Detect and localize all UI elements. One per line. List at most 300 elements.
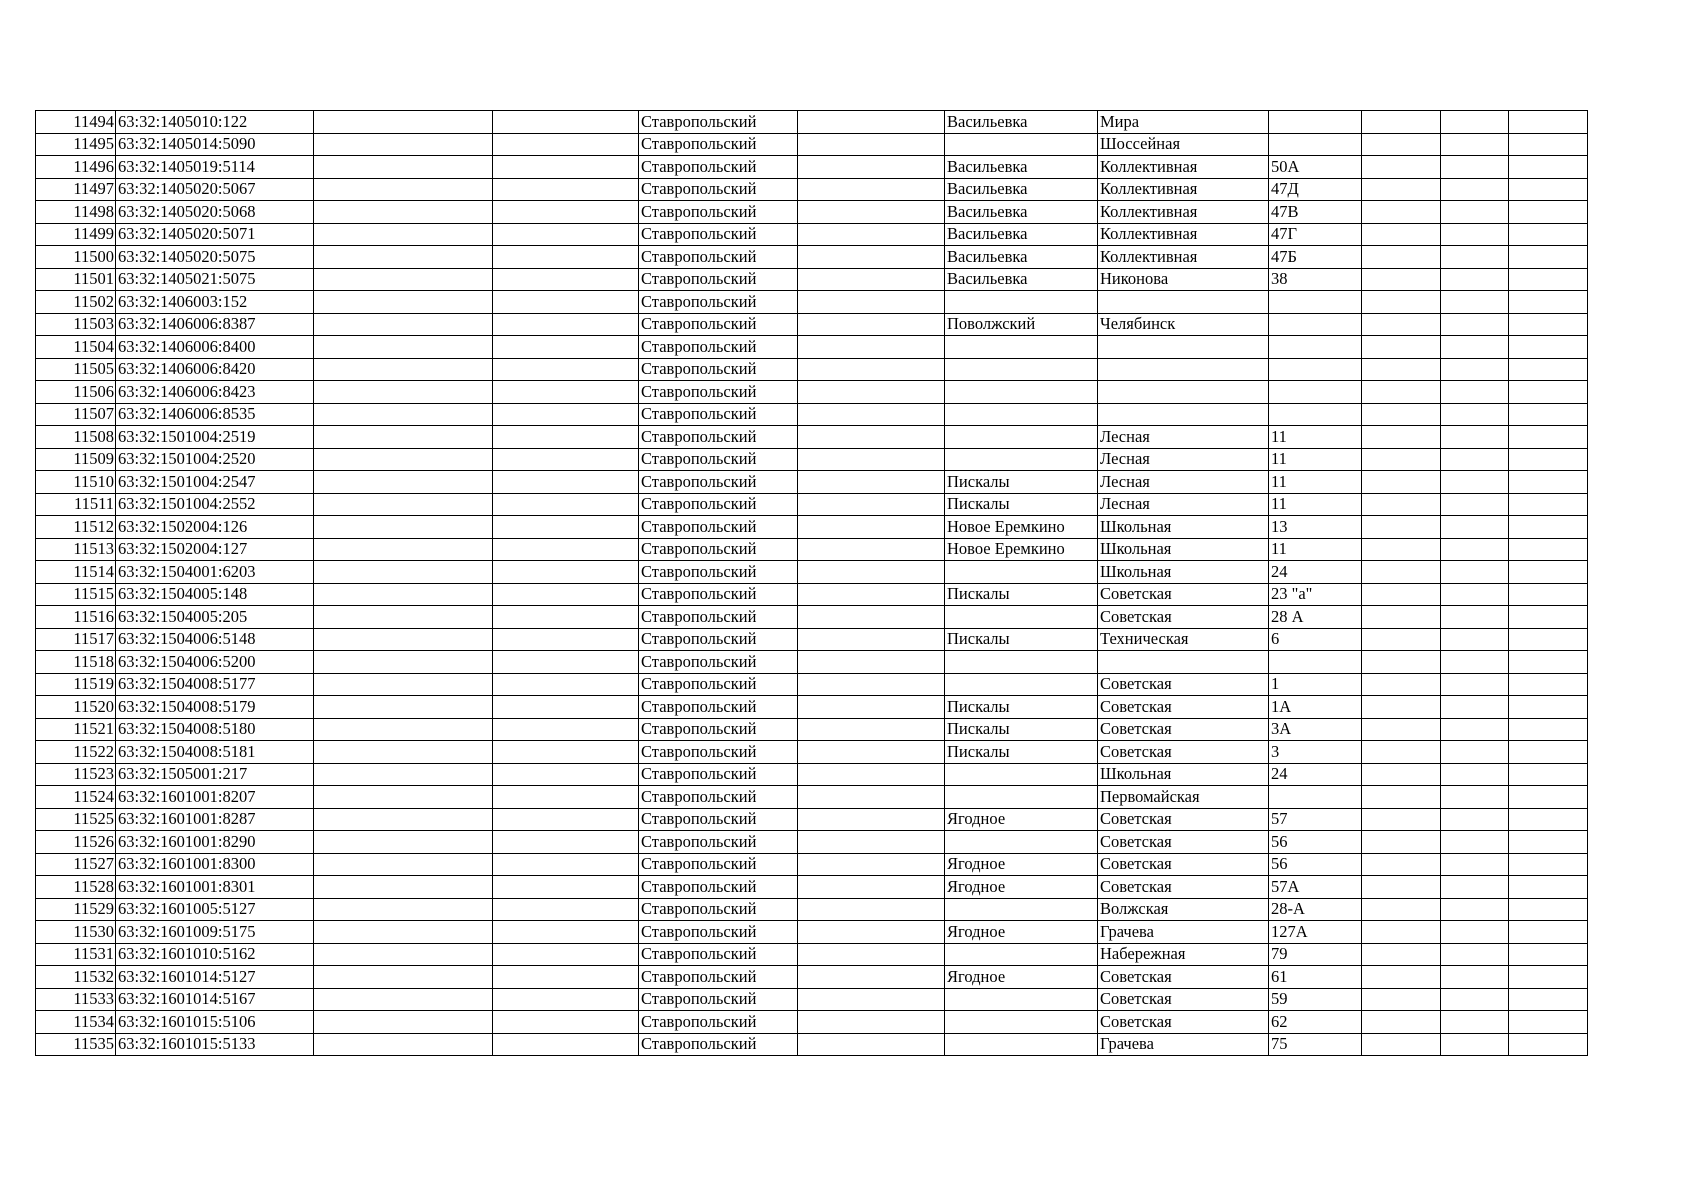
col-12-cell [1509,336,1588,359]
house-number-cell: 47Г [1269,223,1362,246]
col-6-cell [798,223,945,246]
col-11-cell [1441,178,1509,201]
col-6-cell [798,156,945,179]
district-cell: Ставропольский [639,313,798,336]
cadastral-number-cell: 63:32:1504008:5179 [116,696,314,719]
row-number-cell: 11521 [36,718,116,741]
col-4-cell [493,943,639,966]
col-6-cell [798,876,945,899]
col-6-cell [798,561,945,584]
col-11-cell [1441,1033,1509,1056]
col-3-cell [314,381,493,404]
locality-cell: Поволжский [945,313,1098,336]
district-cell: Ставропольский [639,853,798,876]
district-cell: Ставропольский [639,696,798,719]
col-11-cell [1441,628,1509,651]
col-11-cell [1441,741,1509,764]
locality-cell: Васильевка [945,268,1098,291]
row-number-cell: 11503 [36,313,116,336]
col-11-cell [1441,111,1509,134]
col-3-cell [314,448,493,471]
col-11-cell [1441,246,1509,269]
col-11-cell [1441,133,1509,156]
district-cell: Ставропольский [639,448,798,471]
cadastral-number-cell: 63:32:1406006:8400 [116,336,314,359]
district-cell: Ставропольский [639,561,798,584]
locality-cell: Пискалы [945,471,1098,494]
table-row [36,696,1588,719]
col-10-cell [1362,448,1441,471]
col-10-cell [1362,493,1441,516]
street-cell: Советская [1098,696,1269,719]
col-6-cell [798,1033,945,1056]
cadastral-number-cell: 63:32:1406006:8423 [116,381,314,404]
row-number-cell: 11509 [36,448,116,471]
cadastral-number-cell: 63:32:1405020:5071 [116,223,314,246]
col-12-cell [1509,853,1588,876]
district-cell: Ставропольский [639,178,798,201]
cadastral-number-cell: 63:32:1502004:126 [116,516,314,539]
col-3-cell [314,1033,493,1056]
col-3-cell [314,786,493,809]
locality-cell: Пискалы [945,628,1098,651]
street-cell [1098,358,1269,381]
col-11-cell [1441,426,1509,449]
col-10-cell [1362,246,1441,269]
cadastral-number-cell: 63:32:1601015:5106 [116,1011,314,1034]
table-row [36,313,1588,336]
table-row [36,516,1588,539]
street-cell: Школьная [1098,516,1269,539]
table-row [36,606,1588,629]
col-6-cell [798,358,945,381]
col-10-cell [1362,1033,1441,1056]
district-cell: Ставропольский [639,403,798,426]
cadastral-number-cell: 63:32:1501004:2519 [116,426,314,449]
col-4-cell [493,291,639,314]
col-11-cell [1441,448,1509,471]
locality-cell: Пискалы [945,718,1098,741]
house-number-cell: 47В [1269,201,1362,224]
cadastral-number-cell: 63:32:1601005:5127 [116,898,314,921]
table-row [36,336,1588,359]
table-row [36,628,1588,651]
col-12-cell [1509,1011,1588,1034]
col-10-cell [1362,786,1441,809]
table-row [36,111,1588,134]
street-cell: Волжская [1098,898,1269,921]
col-6-cell [798,493,945,516]
row-number-cell: 11526 [36,831,116,854]
col-3-cell [314,561,493,584]
col-12-cell [1509,606,1588,629]
row-number-cell: 11508 [36,426,116,449]
locality-cell: Васильевка [945,201,1098,224]
col-3-cell [314,358,493,381]
street-cell: Советская [1098,606,1269,629]
locality-cell: Васильевка [945,178,1098,201]
district-cell: Ставропольский [639,1033,798,1056]
district-cell: Ставропольский [639,471,798,494]
col-10-cell [1362,696,1441,719]
row-number-cell: 11519 [36,673,116,696]
house-number-cell: 1А [1269,696,1362,719]
col-12-cell [1509,223,1588,246]
row-number-cell: 11512 [36,516,116,539]
col-11-cell [1441,808,1509,831]
table-row [36,538,1588,561]
street-cell: Советская [1098,1011,1269,1034]
col-6-cell [798,943,945,966]
district-cell: Ставропольский [639,111,798,134]
col-3-cell [314,268,493,291]
col-4-cell [493,696,639,719]
col-12-cell [1509,1033,1588,1056]
col-6-cell [798,111,945,134]
col-12-cell [1509,313,1588,336]
cadastral-number-cell: 63:32:1405010:122 [116,111,314,134]
col-12-cell [1509,898,1588,921]
col-11-cell [1441,853,1509,876]
col-6-cell [798,426,945,449]
table-row [36,876,1588,899]
col-4-cell [493,673,639,696]
table-row [36,156,1588,179]
col-11-cell [1441,268,1509,291]
locality-cell: Новое Еремкино [945,516,1098,539]
registry-table [35,110,1588,1056]
district-cell: Ставропольский [639,606,798,629]
col-4-cell [493,223,639,246]
col-4-cell [493,763,639,786]
col-6-cell [798,921,945,944]
col-3-cell [314,921,493,944]
col-6-cell [798,178,945,201]
cadastral-number-cell: 63:32:1405020:5075 [116,246,314,269]
col-11-cell [1441,966,1509,989]
col-4-cell [493,898,639,921]
house-number-cell: 11 [1269,471,1362,494]
cadastral-number-cell: 63:32:1405020:5068 [116,201,314,224]
col-3-cell [314,223,493,246]
street-cell: Советская [1098,718,1269,741]
street-cell: Советская [1098,831,1269,854]
street-cell: Коллективная [1098,201,1269,224]
row-number-cell: 11516 [36,606,116,629]
col-12-cell [1509,493,1588,516]
locality-cell: Пискалы [945,493,1098,516]
table-row [36,583,1588,606]
col-6-cell [798,583,945,606]
street-cell: Коллективная [1098,223,1269,246]
col-6-cell [798,898,945,921]
cadastral-number-cell: 63:32:1406006:8535 [116,403,314,426]
col-4-cell [493,381,639,404]
table-row [36,201,1588,224]
col-4-cell [493,651,639,674]
row-number-cell: 11494 [36,111,116,134]
row-number-cell: 11498 [36,201,116,224]
cadastral-number-cell: 63:32:1504005:205 [116,606,314,629]
cadastral-number-cell: 63:32:1405020:5067 [116,178,314,201]
house-number-cell [1269,111,1362,134]
col-4-cell [493,876,639,899]
house-number-cell [1269,336,1362,359]
col-3-cell [314,763,493,786]
locality-cell [945,651,1098,674]
street-cell: Лесная [1098,448,1269,471]
col-11-cell [1441,718,1509,741]
col-3-cell [314,291,493,314]
street-cell: Лесная [1098,493,1269,516]
district-cell: Ставропольский [639,921,798,944]
locality-cell [945,426,1098,449]
col-10-cell [1362,651,1441,674]
table-row [36,988,1588,1011]
col-4-cell [493,111,639,134]
cadastral-number-cell: 63:32:1504001:6203 [116,561,314,584]
col-6-cell [798,831,945,854]
row-number-cell: 11501 [36,268,116,291]
col-12-cell [1509,988,1588,1011]
house-number-cell: 127А [1269,921,1362,944]
locality-cell: Васильевка [945,111,1098,134]
col-3-cell [314,493,493,516]
house-number-cell: 57А [1269,876,1362,899]
col-6-cell [798,1011,945,1034]
locality-cell [945,448,1098,471]
cadastral-number-cell: 63:32:1601014:5167 [116,988,314,1011]
cadastral-number-cell: 63:32:1502004:127 [116,538,314,561]
street-cell: Шоссейная [1098,133,1269,156]
street-cell: Мира [1098,111,1269,134]
col-11-cell [1441,921,1509,944]
house-number-cell: 56 [1269,853,1362,876]
col-12-cell [1509,628,1588,651]
street-cell: Советская [1098,966,1269,989]
col-10-cell [1362,201,1441,224]
col-12-cell [1509,178,1588,201]
col-12-cell [1509,358,1588,381]
col-4-cell [493,516,639,539]
house-number-cell [1269,403,1362,426]
district-cell: Ставропольский [639,156,798,179]
locality-cell: Ягодное [945,876,1098,899]
col-4-cell [493,538,639,561]
col-10-cell [1362,988,1441,1011]
row-number-cell: 11515 [36,583,116,606]
house-number-cell [1269,358,1362,381]
col-4-cell [493,156,639,179]
table-row [36,1033,1588,1056]
col-12-cell [1509,471,1588,494]
locality-cell: Ягодное [945,808,1098,831]
col-6-cell [798,336,945,359]
locality-cell [945,358,1098,381]
row-number-cell: 11523 [36,763,116,786]
col-12-cell [1509,966,1588,989]
col-12-cell [1509,268,1588,291]
col-3-cell [314,471,493,494]
col-10-cell [1362,628,1441,651]
col-11-cell [1441,313,1509,336]
col-6-cell [798,606,945,629]
locality-cell: Пискалы [945,696,1098,719]
locality-cell: Пискалы [945,583,1098,606]
col-4-cell [493,358,639,381]
col-4-cell [493,336,639,359]
col-4-cell [493,493,639,516]
row-number-cell: 11524 [36,786,116,809]
col-10-cell [1362,583,1441,606]
street-cell [1098,291,1269,314]
cadastral-number-cell: 63:32:1601014:5127 [116,966,314,989]
street-cell: Школьная [1098,561,1269,584]
house-number-cell: 62 [1269,1011,1362,1034]
house-number-cell: 3 [1269,741,1362,764]
col-12-cell [1509,831,1588,854]
col-12-cell [1509,763,1588,786]
district-cell: Ставропольский [639,966,798,989]
col-6-cell [798,313,945,336]
cadastral-number-cell: 63:32:1501004:2547 [116,471,314,494]
col-10-cell [1362,763,1441,786]
table-row [36,358,1588,381]
col-6-cell [798,853,945,876]
col-12-cell [1509,381,1588,404]
cadastral-number-cell: 63:32:1501004:2520 [116,448,314,471]
col-11-cell [1441,696,1509,719]
col-12-cell [1509,156,1588,179]
col-3-cell [314,246,493,269]
locality-cell: Пискалы [945,741,1098,764]
col-10-cell [1362,358,1441,381]
row-number-cell: 11520 [36,696,116,719]
col-3-cell [314,718,493,741]
col-3-cell [314,538,493,561]
col-3-cell [314,628,493,651]
house-number-cell [1269,381,1362,404]
street-cell [1098,336,1269,359]
col-11-cell [1441,516,1509,539]
house-number-cell: 28-А [1269,898,1362,921]
col-6-cell [798,673,945,696]
col-6-cell [798,988,945,1011]
col-10-cell [1362,516,1441,539]
row-number-cell: 11525 [36,808,116,831]
col-4-cell [493,178,639,201]
district-cell: Ставропольский [639,426,798,449]
cadastral-number-cell: 63:32:1405014:5090 [116,133,314,156]
col-3-cell [314,651,493,674]
col-11-cell [1441,763,1509,786]
col-10-cell [1362,876,1441,899]
house-number-cell: 47Б [1269,246,1362,269]
col-10-cell [1362,943,1441,966]
col-10-cell [1362,178,1441,201]
table-row [36,943,1588,966]
col-10-cell [1362,561,1441,584]
row-number-cell: 11533 [36,988,116,1011]
col-6-cell [798,403,945,426]
locality-cell [945,336,1098,359]
row-number-cell: 11529 [36,898,116,921]
cadastral-number-cell: 63:32:1601001:8300 [116,853,314,876]
col-11-cell [1441,291,1509,314]
cadastral-number-cell: 63:32:1601015:5133 [116,1033,314,1056]
district-cell: Ставропольский [639,763,798,786]
street-cell: Школьная [1098,763,1269,786]
district-cell: Ставропольский [639,538,798,561]
cadastral-number-cell: 63:32:1504008:5180 [116,718,314,741]
col-4-cell [493,426,639,449]
col-10-cell [1362,156,1441,179]
col-10-cell [1362,831,1441,854]
col-3-cell [314,673,493,696]
table-row [36,561,1588,584]
cadastral-number-cell: 63:32:1601001:8287 [116,808,314,831]
col-4-cell [493,1011,639,1034]
table-row [36,403,1588,426]
house-number-cell: 23 "а" [1269,583,1362,606]
col-10-cell [1362,606,1441,629]
house-number-cell: 59 [1269,988,1362,1011]
col-10-cell [1362,381,1441,404]
col-3-cell [314,696,493,719]
col-12-cell [1509,651,1588,674]
cadastral-number-cell: 63:32:1601009:5175 [116,921,314,944]
col-12-cell [1509,943,1588,966]
col-11-cell [1441,606,1509,629]
table-row [36,921,1588,944]
col-12-cell [1509,808,1588,831]
col-12-cell [1509,246,1588,269]
district-cell: Ставропольский [639,898,798,921]
district-cell: Ставропольский [639,651,798,674]
cadastral-number-cell: 63:32:1601001:8207 [116,786,314,809]
col-6-cell [798,808,945,831]
row-number-cell: 11528 [36,876,116,899]
table-body [36,111,1588,1056]
row-number-cell: 11534 [36,1011,116,1034]
street-cell: Лесная [1098,426,1269,449]
col-11-cell [1441,538,1509,561]
col-12-cell [1509,133,1588,156]
house-number-cell: 11 [1269,426,1362,449]
table-row [36,133,1588,156]
col-4-cell [493,606,639,629]
col-10-cell [1362,426,1441,449]
locality-cell [945,673,1098,696]
cadastral-number-cell: 63:32:1501004:2552 [116,493,314,516]
col-3-cell [314,831,493,854]
table-row [36,808,1588,831]
table-row [36,246,1588,269]
table-row [36,898,1588,921]
col-12-cell [1509,561,1588,584]
house-number-cell: 13 [1269,516,1362,539]
district-cell: Ставропольский [639,988,798,1011]
district-cell: Ставропольский [639,718,798,741]
col-10-cell [1362,223,1441,246]
street-cell: Первомайская [1098,786,1269,809]
locality-cell [945,763,1098,786]
district-cell: Ставропольский [639,336,798,359]
row-number-cell: 11513 [36,538,116,561]
street-cell: Коллективная [1098,156,1269,179]
row-number-cell: 11511 [36,493,116,516]
table-row [36,493,1588,516]
